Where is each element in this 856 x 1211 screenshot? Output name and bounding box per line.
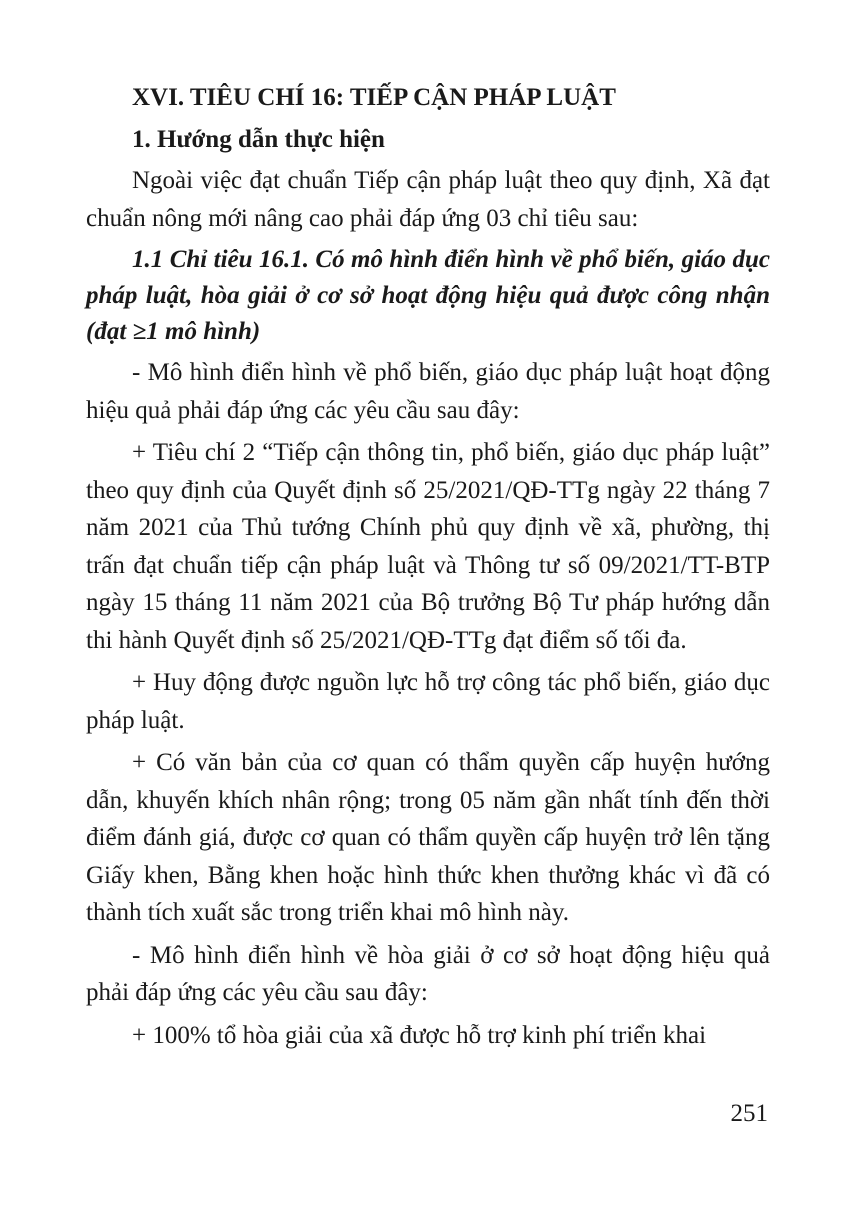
paragraph: + Tiêu chí 2 “Tiếp cận thông tin, phổ biến, giáo dục pháp luật” theo quy định của Quyết định số 25/2021/QĐ-TTg ngày 22 tháng 7 năm 2021 của Thủ tướng Chính phủ quy định về xã, phường, thị trấn đạt chuẩn tiếp cận pháp luật và Thông tư số 09/2021/TT-BTP ngày 15 tháng 11 năm 2021 của Bộ trưởng Bộ Tư pháp hướng dẫn thi hành Quyết định số 25/2021/QĐ-TTg đạt điểm số tối đa. — [86, 439, 770, 654]
paragraph: + 100% tổ hòa giải của xã được hỗ trợ kinh phí triển khai — [132, 1021, 707, 1049]
paragraph: - Mô hình điển hình về phổ biến, giáo dục pháp luật hoạt động hiệu quả phải đáp ứng các yêu cầu sau đây: — [86, 359, 770, 424]
intro-paragraph: Ngoài việc đạt chuẩn Tiếp cận pháp luật theo quy định, Xã đạt chuẩn nông mới nâng cao phải đáp ứng 03 chỉ tiêu sau: — [86, 167, 770, 232]
document-page — [86, 80, 770, 1059]
subheading: 1. Hướng dẫn thực hiện — [132, 126, 385, 153]
paragraph: + Có văn bản của cơ quan có thẩm quyền cấp huyện hướng dẫn, khuyến khích nhân rộng; trong 05 năm gần nhất tính đến thời điểm đánh giá, được cơ quan có thẩm quyền cấp huyện trở lên tặng Giấy khen, Bằng khen hoặc hình thức khen thưởng khác vì đã có thành tích xuất sắc trong triển khai mô hình này. — [86, 749, 770, 926]
criterion-16-1-heading: 1.1 Chỉ tiêu 16.1. Có mô hình điển hình về phổ biến, giáo dục pháp luật, hòa giải ở cơ sở hoạt động hiệu quả được công nhận (đạt ≥1 mô hình) — [86, 246, 770, 345]
page-number: 251 — [730, 1100, 768, 1127]
paragraph: + Huy động được nguồn lực hỗ trợ công tác phổ biến, giáo dục pháp luật. — [86, 669, 770, 734]
section-heading: XVI. TIÊU CHÍ 16: TIẾP CẬN PHÁP LUẬT — [132, 84, 616, 111]
paragraph: - Mô hình điển hình về hòa giải ở cơ sở hoạt động hiệu quả phải đáp ứng các yêu cầu sau đây: — [86, 941, 770, 1006]
